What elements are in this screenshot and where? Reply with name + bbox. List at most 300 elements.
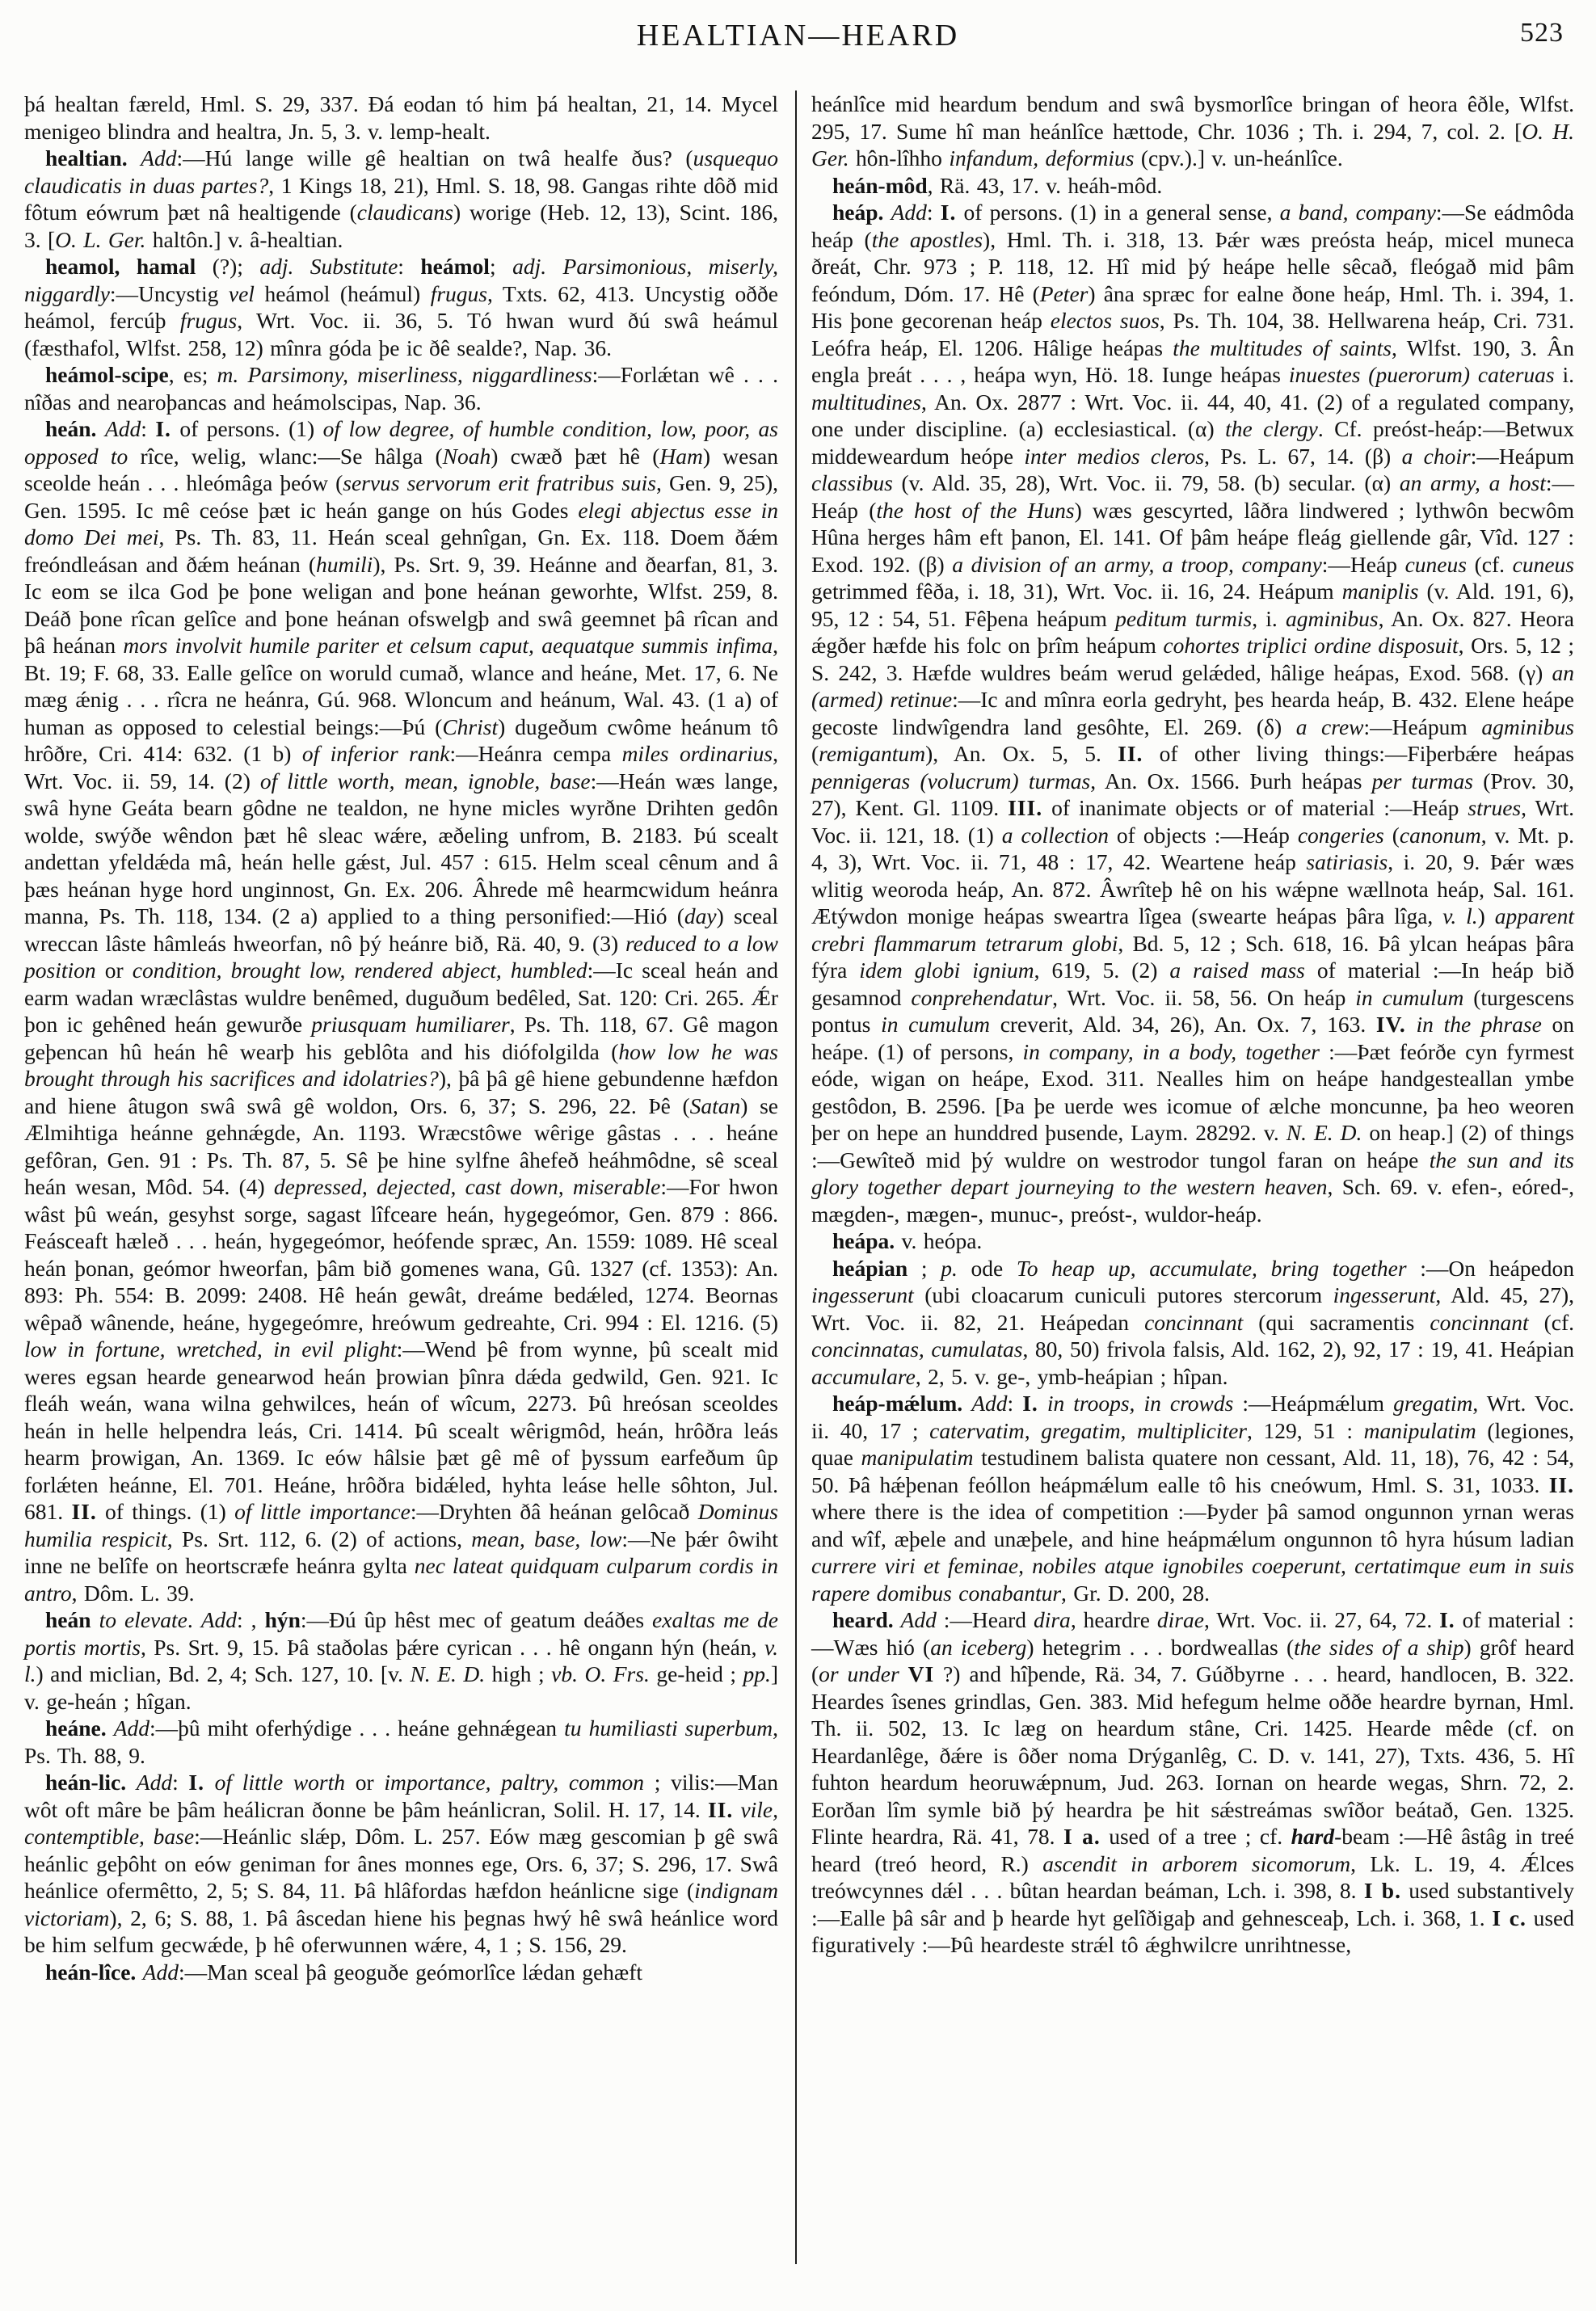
entry-text: ascendit in arborem sicomorum [1042,1850,1351,1876]
entry-text: I. [188,1770,204,1795]
entry-text: , Wlfst. 190, 3. Ân engla þreát . . . , heápa wyn, Hö. 18. Iunge heápas [811,335,1575,387]
entry-text: , Gen. 9, 25), Gen. 1595. Ic mê ceóse þæt ic heán gange on hús Godes [24,470,779,523]
entry-text: of things. (1) [96,1499,235,1524]
entry-text: III. [1008,795,1043,820]
entry-text: to elevate [99,1607,187,1632]
entry-text: IV. [1375,1012,1406,1037]
entry [24,253,778,361]
entry-text: how low he was brought through his sacrifices and idolatries? [24,1038,778,1091]
entry-text: :—Ic sceal heán and earm wadan wræclâstas wuldre benêmed, duguðum bedêled, Sat. 120: Cri. 265. Ǽr þon ic gehêned heán gewurðe [24,958,778,1037]
left-column [24,91,778,2288]
entry-text: concinnatas, cumulatas [811,1337,1023,1362]
entry-text: hôn-lîhho [849,145,950,170]
entry-text: , Ps. Srt. 9, 15. Þâ staðolas þǽre cyrican . . . hê ongann hýn (heán, [140,1634,764,1660]
entry-text [128,145,141,170]
entry-text: v. l. [24,1634,778,1686]
entry-text: v. l. [1442,903,1478,928]
entry-text: the sides of a ship [1294,1634,1464,1660]
entry-text: agminibus [1286,605,1379,631]
entry-text: an army, a host [1399,470,1546,495]
entry-text: or [95,958,133,983]
entry [811,1606,1574,1959]
headword: heán [45,1607,91,1632]
entry-text: vb. [551,1661,578,1686]
entry-text: or under [819,1661,899,1686]
entry-text: ) dugeðum cwôme heánum tô hrôðre, Cri. 414: 632. (1 b) [24,714,778,766]
entry-text: m. Parsimony, miserliness, niggardliness [217,362,592,387]
entry-text: Add [200,1607,238,1632]
page-title: HEALTIAN—HEARD [636,19,960,53]
entry-text: (cf. [1466,551,1513,577]
entry-text: the apostles [871,226,983,252]
entry-text: :—Ðú ûp hêst mec of geatum deáðes [300,1607,653,1632]
entry-text: a choir [1401,443,1471,469]
entry [811,1255,1574,1391]
entry-text: low in fortune, wretched, in evil plight [24,1337,397,1362]
entry-text: , Wrt. Voc. ii. 27, 64, 72. [1203,1607,1440,1632]
entry-text: satiriasis [1306,849,1388,874]
entry-text: , An. Ox. 827. Heora ǽgðer hæfde his folc on þrîm heápum [811,605,1575,658]
entry-text: elegi abjectus esse in domo Dei mei [24,497,779,549]
entry-text: or [345,1770,385,1795]
entry-text: on heápe. (1) of persons, [811,1012,1575,1064]
entry-text: ( [811,741,819,766]
entry-text: , 80, 50) frivola falsis, Ald. 162, 2), 92, 17 : 19, 41. Heápian [1022,1337,1574,1362]
entry-text: congeries [1297,822,1384,848]
entry-text: , Dôm. L. 39. [71,1580,195,1606]
entry-text: Add [891,200,927,225]
entry [811,1390,1574,1606]
entry-text: of low degree, of humble condition, low, poor, as opposed to [24,416,778,469]
entry-text: ge-heid ; [649,1661,743,1686]
entry-text: electos suos [1050,308,1160,333]
entry-text: , Wrt. Voc. ii. 40, 17 ; [811,1391,1575,1443]
entry-text: ), An. Ox. 5, 5. [925,741,1118,766]
entry-text [894,1607,901,1632]
entry-text: :—Wend þê from wynne, þû scealt mid weres egsan hearde genearwod heán þrowian þînra dǽda gedwild, Gen. 921. Ic fleáh weán, wana wilna gehwilces, heán of wîcum, 2273. Þû hreósan sceoldes heán in helle helpendra leás, Cri. 1414. Þû scealt wêrigmôd, heán, hrôðra leás hearm þrowigan, An. 1369. Ic eów hâlsie þæt gê mê of þyssum earfeðum ûp forlǽten heánne, El. 701. Heáne, hrôðra bidǽled, hyhta leáse helle sôhton, Jul. 681. [24,1337,778,1524]
entry-text: vile, contemptible, base [24,1796,779,1849]
entry-text: frugus [430,280,488,306]
entry-text: :—Heard [936,1607,1034,1632]
entry-text [883,200,891,225]
entry-text: , Txts. 62, 413. Uncystig oððe heámol, fercúþ [24,280,778,333]
entry-text: ), 2, 6; S. 88, 1. Þâ âscedan hiene his þegnas hwý hê swâ heánlice word be him selfum gecwǽde, þ hê oferwunnen wǽre, 4, 1 ; S. 156, 29. [24,1905,778,1957]
entry-text [1406,1012,1417,1037]
entry-text: apparent crebri flammarum tetrarum globi [811,903,1574,956]
entry-text: ) hetegrim . . . bordweallas ( [1026,1634,1295,1660]
headword: heáne. [45,1715,107,1741]
entry-text: (?); [196,254,260,279]
headword: heámol-scipe [45,362,169,387]
entry-text: , Ors. 5, 12 ; S. 242, 3. Hæfde wuldres beám werud gelǽded, hâlige heápas, Exod. 568. (γ) [811,633,1575,685]
entry-text: ) worige (Heb. 12, 13), Scint. 186, 3. [ [24,200,778,252]
entry-text: (v. Ald. 35, 28), Wrt. Voc. ii. 79, 58. (b) secular. (α) [892,470,1400,495]
entry-text [126,1770,137,1795]
entry-text: , Lk. L. 19, 4. Ǽlces treówcynnes dǽl . . . bûtan heardan beáman, Lch. i. 398, 8. [811,1850,1574,1903]
entry-text: : [398,254,421,279]
entry-text: :—Forlǽtan wê . . . nîðas and nearoþancas and heámolscipas, Nap. 36. [24,362,778,415]
entry-text: Add [113,1715,149,1741]
entry-text: II. [1548,1471,1574,1497]
entry-text: ) grôf heard ( [811,1634,1574,1686]
entry-text: of little worth, mean, ignoble, base [259,768,591,793]
entry-text: humili [316,551,373,577]
entry [24,415,778,1606]
entry-text: Add [104,416,141,441]
entry-text: peditum turmis [1115,605,1253,631]
entry-text: :—Heánlic slǽp, Dôm. L. 257. Eów mæg gescomian þ gê swâ heánlic geþôht on eów geniman for ânes monnes ege, Ors. 6, 37; S. 296, 17. Swâ heánlice ofermêtto, 2, 5; S. 84, 11. Þâ hlâfordas hæfdon heánlicne sige ( [24,1824,778,1903]
entry-text: I. [155,416,171,441]
entry-text: servus servorum erit fratribus suis [343,470,657,495]
entry-text: Add [142,1959,179,1985]
entry-text: ] v. ge-heán ; hîgan. [24,1661,779,1714]
headword: heáp-mǽlum. [832,1391,963,1416]
entry-text: ; [489,254,513,279]
entry-text: I b. [1363,1878,1401,1903]
entry [24,1769,778,1959]
entry-text: , Wrt. Voc. ii. 58, 56. On heáp [1052,984,1356,1010]
headword: heamol, hamal [45,254,196,279]
entry-text: , Gr. D. 200, 28. [1061,1580,1211,1606]
entry [24,91,778,145]
entry-text: Ham [659,443,703,469]
entry-text: idem globi ignium [859,958,1034,983]
entry-text: infandum, deformius [949,145,1135,170]
entry-text: , Ps. Th. 118, 67. Gê magon geþencan hû heán hê wearþ his geblôta and his diófolgilda ( [24,1012,778,1064]
headword: hýn [264,1607,301,1632]
entry-text: ) wæs gescyrted, lâðra lindwered ; lythwôn becwôm Hûna herges hâm eft þanon, El. 141. Of þâm heápe fleág giellende gâr, Vîd. 127 : Exod. 192. (β) [811,497,1574,577]
entry-text: reduced to a low position [24,930,779,983]
entry-text [962,1391,971,1416]
entry-text: :—On heápedon [1406,1255,1574,1281]
entry-text: ingesserunt [1333,1282,1436,1307]
entry-text: (cf. [1528,1309,1574,1335]
entry-text: concinnant [1430,1309,1529,1335]
entry-text: ) sceal wreccan lâste hâmleás hweorfan, nô þý heánre bið, Rä. 40, 9. (3) [24,903,778,956]
entry-text [107,1715,114,1741]
entry-text: Peter [1039,280,1089,306]
entry-text: :—Heáp ( [811,470,1574,523]
entry-text: :—Man sceal þâ geoguðe geómorlîce lǽdan gehæft [178,1959,643,1985]
entry-text: II. [1118,741,1143,766]
entry-text: nec lateat quidquam culparum cordis in antro [24,1553,778,1606]
entry-text: indignam victoriam [24,1878,778,1930]
entry-text: condition, brought low, rendered abject, humbled [132,958,587,983]
entry-text: : [1007,1391,1023,1416]
entry-text: O. Frs. [584,1661,650,1686]
entry-text: of other living things:—Fiþerbǽre heápas [1143,741,1574,766]
entry-text: I. [940,200,957,225]
headword: heán. [45,416,97,441]
entry-text: a division of an army, a troop, company [952,551,1322,577]
entry-text: priusquam humiliarer [311,1012,510,1037]
entry-text: , Ps. Srt. 112, 6. (2) of actions, [166,1526,472,1551]
entry-text: remigantum [819,741,926,766]
column-divider [795,91,797,2264]
entry-text: on heap.] (2) of things :—Gewîteð mid þý wuldre on westrodor tungol faran on heápe [811,1120,1575,1172]
right-column [811,91,1574,2288]
entry-text: : [926,200,941,225]
entry-text: p. [941,1255,958,1281]
entry-text: a raised mass [1169,958,1305,983]
entry [24,1959,778,1986]
entry-text: :—þû miht oferhýdige . . . heáne gehnǽgean [149,1715,565,1741]
headword: heápa. [832,1228,895,1253]
entry-text: , Ps. Th. 83, 11. Heán sceal gehnîgan, Gn. Ex. 118. Doem ðǽm freóndleásan and ðǽm heánan ( [24,524,778,577]
entry-text: ) cwæð þæt hê ( [491,443,660,469]
entry-text: N. E. D. [1286,1120,1362,1145]
entry-text: (v. Ald. 191, 6), 95, 12 : 54, 51. Fêþena heápum [811,579,1575,631]
entry-text: ) wesan sceolde heán . . . hleómâga þeów ( [24,443,778,495]
entry-text: I c. [1492,1905,1527,1930]
entry-text: :—Þæt feórðe cyn fyrmest eóde, wigan on heápe, Exod. 311. Nealles him on heápe handgesteallan ymbe gestôdon, B. 2596. [Þa þe uerde wes icomue of ælche moncunne, þa heo weoren þer on hepe an hunddred þusende, Laym. 28292. v. [811,1038,1575,1145]
entry-text: ?) and hîþende, Rä. 34, 7. Gúðbyrne . . . heard, handlocen, B. 322. Heardes îsenes grindlas, Gen. 383. Mid hefegum helme oððe heardre byrnan, Hml. Th. ii. 502, 13. Ic læg on heardum stâne, Cri. 1425. Hearde mêde (cf. on Heardanlêge, ðǽre is ôðer noma Drýganlêg, C. D. v. 141, 27), Txts. 436, 5. Hî fuhton heardum heoruwǽpnum, Jud. 263. Iornan on hearde wegas, Shrn. 72, 2. Eorðan lîm symle bið þý heardra þe hit sǽstreámas swîðor beátað, Gen. 1325. Flinte heardra, Rä. 41, 78. [811,1661,1574,1849]
entry-text: agminibus [1481,714,1574,739]
entry-text: (cpv.).] v. un-heánlîce. [1134,145,1343,170]
entry-text: Add [971,1391,1008,1416]
entry-text: :—Dryhten ðâ heánan gelôcað [410,1499,698,1524]
entry-text: dirae [1156,1607,1204,1632]
entry-text: a crew [1295,714,1364,739]
entry-text: -beam :—Hê âstâg in treé heard (treó heord, R.) [811,1824,1574,1876]
entry-text: v. heópa. [895,1228,983,1253]
entry-text: mors involvit humile pariter et celsum caput, aequatque summis infima [123,633,773,658]
entry-text: strues [1468,795,1522,820]
entry-text: (ubi cloacarum cuniculi putores stercorum [913,1282,1333,1307]
entry-text: : [172,1770,189,1795]
entry-text: rîce, welig, wlanc:—Se hâlga ( [128,443,443,469]
entry-text: of persons. (1) in a general sense, [956,200,1280,225]
entry-text: ode [957,1255,1017,1281]
entry-text: :—Uncystig [109,280,229,306]
entry-text: :—Heánra cempa [449,741,622,766]
entry-text: , Sch. 69. v. efen-, eóred-, mægden-, mægen-, munuc-, preóst-, wuldor-heáp. [811,1174,1574,1227]
entry-text: :—Heán wæs lange, swâ hyne Geáta bearn gôdne ne tealdon, ne hyne micles wyrðne Drihten gedôn wolde, swýðe wêndon þæt hê sleac wǽre, æðeling unfrom, B. 2183. Þú scealt andettan yfeldǽda mâ, heán helle gǽst, Jul. 457 : 615. Helm sceal cênum and â þæs heánan hyge hord unginnost, Gn. Ex. 206. Âhrede mê hearmcwidum heánra manna, Ps. Th. 118, 134. (2 a) applied to a thing personified:—Hió ( [24,768,778,928]
entry-text: II. [707,1796,734,1822]
headword: heán-lîce. [45,1959,137,1985]
entry-text: To heap up, accumulate, bring together [1016,1255,1407,1281]
entry [811,172,1574,200]
entry-text: :—Heáp [1321,551,1405,577]
entry-text: ; vilis:—Man wôt oft mâre be þâm heálicran ðonne be þâm heánlicran, Solil. H. 17, 14. [24,1770,778,1822]
entry-text: VI [907,1661,935,1686]
entry [24,361,778,415]
entry-text: catervatim, gregatim, multipliciter [929,1417,1248,1443]
entry-text: (Prov. 30, 27), Kent. Gl. 1109. [811,768,1574,820]
entry-text: the multitudes of saints [1173,335,1392,360]
entry-text: frugus [179,308,238,333]
entry-text: where there is the idea of competition :—Þyder þâ samod ongunnon yrnan weras and wîf, æþele and unæþele, and hine heápmǽlum ongunnon tô hyra húsum ladian [811,1499,1574,1551]
entry-text: Christ [442,714,499,739]
entry-text: inuestes (puerorum) cateruas [1288,362,1555,387]
entry-text: day [684,903,717,928]
entry-text: of inanimate objects or of material :—Heáp [1042,795,1468,820]
entry-text: high ; [485,1661,552,1686]
entry-text: in company, in a body, together [1022,1038,1320,1064]
entry-text: þá healtan færeld, Hml. S. 29, 337. Ðá eodan tó him þá healtan, 21, 14. Mycel menigeo blindra and healtra, Jn. 5, 3. v. lemp-healt. [24,91,778,144]
entry-text: , An. Ox. 2877 : Wrt. Voc. ii. 44, 40, 41. (2) of a regulated company, one under discipline. (a) ecclesiastical. (α) [811,389,1574,441]
entry-text: , An. Ox. 1566. Þurh heápas [1090,768,1372,793]
entry-text: of material :—Wæs hió ( [811,1607,1575,1660]
entry-text: ) [1477,903,1495,928]
entry-text: ( [1383,822,1400,848]
entry-text: :—Heápum [1470,443,1575,469]
text-columns [24,91,1574,2288]
entry-text [899,1661,908,1686]
entry-text: pp. [743,1661,771,1686]
entry-text: inter medios cleros [1024,443,1205,469]
entry-text: , Wrt. Voc. ii. 121, 18. (1) [811,795,1575,848]
entry-text: , Rä. 43, 17. v. heáh-môd. [927,172,1163,198]
entry-text [136,1960,142,1985]
entry-text: used of a tree ; cf. [1100,1824,1291,1849]
entry-text: . Cf. preóst-heáp:—Betwux middeweardum heópe [811,416,1574,469]
entry-text [204,1770,215,1795]
entry-text: heánlîce mid heardum bendum and swâ bysmorlîce bringan of heora êðle, Wlfst. 295, 17. Sume hî man heánlîce hættode, Chr. 1036 ; Th. i. 294, 7, col. 2. [ [811,91,1574,144]
entry-text: adj. Substitute [259,254,398,279]
entry-text: manipulatim [861,1445,974,1470]
entry-text: canonum [1399,822,1481,848]
entry-text: of little worth [214,1770,346,1795]
entry [811,91,1574,172]
entry-text: cuneus [1512,551,1574,577]
entry-text: used substantively :—Ealle þâ sâr and þ hearde hyt gelîðigaþ and gehnesceaþ, Lch. i. 368, 1. [811,1878,1575,1930]
entry-text: Dominus humilia respicit [24,1499,778,1551]
entry-text: ; [907,1255,941,1281]
entry-text: in the phrase [1416,1012,1542,1037]
entry-text: claudicans [356,200,453,225]
entry-text: a band, company [1279,200,1436,225]
entry [24,1606,778,1715]
entry-text: of persons. (1) [171,416,323,441]
entry-text: importance, paltry, common [384,1770,645,1795]
entry-text: vel [228,280,255,306]
entry-text [96,416,104,441]
headword: heámol [420,254,490,279]
entry-text: , Ps. Th. 104, 38. Hellwarena heáp, Cri. 731. Leófra heáp, El. 1206. Hâlige heápas [811,308,1574,360]
entry-text: II. [71,1499,97,1524]
entry-text: the clergy [1225,416,1318,441]
entry-text: dira [1033,1607,1071,1632]
entry-text: , Bd. 5, 12 ; Sch. 618, 16. Þâ ylcan heápas þâra fýra [811,930,1574,983]
entry-text: an iceberg [930,1634,1027,1660]
entry-text: the host of the Huns [876,497,1075,523]
entry-text: ), þâ þâ gê hiene gebundenne hæfdon and hiene âtugon swâ swâ gê woldon, Ors. 6, 37; S. 296, 22. Þê ( [24,1066,778,1118]
entry-text: of little importance [234,1499,411,1524]
headword: heáp. [832,200,884,225]
entry-text: concinnant [1144,1309,1244,1335]
entry [24,145,778,253]
headword: heán-lic. [45,1770,127,1795]
entry-text: Satan [689,1092,741,1118]
entry-text: currere viri et feminae, nobiles atque ignobiles coeperunt, certatimque eum in suis rapere domibus conabantur [811,1553,1574,1606]
entry-text: ) se Ælmihtiga heánne gehnǽgde, An. 1193. Wræcstôwe wêrige gâstas . . . heáne gefôran, Gen. 91 : Ps. Th. 87, 5. Sê þe hine sylfne âhefeð heáhmôdne, sê sceal heán wesan, Môd. 54. (4) [24,1092,778,1199]
entry-text: conprehendatur [911,984,1053,1010]
entry-text: , 129, 51 : [1247,1417,1364,1443]
entry-text: , Wrt. Voc. ii. 59, 14. (2) [24,741,778,793]
entry-text: O. H. Ger. [811,118,1574,170]
entry-text: . [187,1607,201,1632]
page-number: 523 [1520,18,1564,48]
entry-text: accumulare [811,1363,916,1389]
entry-text: I. [1439,1607,1455,1632]
entry-text: , heardre [1070,1607,1157,1632]
entry-text: I a. [1063,1824,1101,1849]
entry-text: ingesserunt [811,1282,914,1307]
entry-text: miles ordinarius [621,741,773,766]
entry-text: testudinem balista quatere non cessant, Ald. 11, 18), 76, 42 : 54, 50. Þâ hǽþenan feóllon heápmǽlum ealle tô his cneówum, Hml. S. 31, 1033. [811,1445,1574,1497]
entry-text: multitudines [811,389,921,415]
entry-text: of objects :—Heáp [1108,822,1298,848]
entry-text: , es; [168,362,217,387]
page-header [0,11,1596,68]
entry-text: gregatim [1393,1391,1473,1416]
entry-text: the sun and its glory together depart journeying to the western heaven [811,1147,1575,1199]
entry-text [1038,1391,1047,1416]
entry-text: used figuratively :—Þû heardeste strǽl tô ǽghwilcre unrihtnesse, [811,1905,1574,1957]
entry-text: , 619, 5. (2) [1034,958,1170,983]
entry-text: , v. Mt. p. 4, 3), Wrt. Voc. ii. 71, 48 : 17, 42. Weartene heáp [811,822,1574,874]
entry-text: N. E. D. [410,1661,486,1686]
headword: heard. [832,1607,894,1632]
entry-text: Add [136,1770,173,1795]
entry-text: , Bt. 19; F. 68, 33. Ealle gelîce on woruld cumað, wlance and heáne, Met. 17, 6. Ne mæg ǽnig . . . rîcra ne heánra, Gú. 968. Wloncum and heánum, Wal. 43. (1 a) of human as opposed to celestial beings:—Þú ( [24,633,778,739]
entry-text: in cumulum [1355,984,1464,1010]
entry-text: in cumulum [881,1012,990,1037]
entry-text: : , [237,1607,265,1632]
entry-text: a collection [1001,822,1109,848]
entry-text: depressed, dejected, cast down, miserable [273,1174,661,1199]
entry-text: manipulatim [1363,1417,1476,1443]
entry-text: cuneus [1404,551,1467,577]
entry-text: :—Heápum [1363,714,1482,739]
entry-text: in troops, in crowds [1046,1391,1234,1416]
entry-text: : [141,416,156,441]
entry-text: :—Hú lange wille gê healtian on twâ healfe ðus? ( [176,145,693,170]
entry-text: , Ald. 45, 27), Wrt. Voc. ii. 82, 21. Heápedan [811,1282,1575,1335]
entry-text: , Ps. Th. 88, 9. [24,1715,778,1768]
entry-text: getrimmed fêða, i. 18, 31), Wrt. Voc. ii. 16, 24. Heápum [811,579,1342,604]
entry-text: (legiones, quae [811,1417,1574,1470]
entry [811,1227,1574,1255]
entry-text: ) and miclian, Bd. 2, 4; Sch. 127, 10. [v. [36,1661,411,1686]
entry-text: of inferior rank [301,741,450,766]
entry-text: adj. Parsimonious, miserly, niggardly [24,254,778,306]
entry-text: :—Se eádmôda heáp ( [811,200,1575,252]
entry-text [91,1607,99,1632]
headword: healtian. [45,145,128,170]
entry-text: Noah [442,443,491,469]
entry-text: ) âna spræc for ealne ðone heáp, Hml. Th. i. 394, 1. His þone gecorenan heáp [811,280,1574,333]
entry-text: maniplis [1341,579,1419,604]
entry-text: , 2, 5. v. ge-, ymb-heápian ; hîpan. [915,1363,1228,1389]
entry-text: ), Ps. Srt. 9, 39. Heánne and ðearfan, 81, 3. Ic eom se ilca God þe þone weligan and þone heánan geworhte, Wlfst. 259, 8. Deáð þone rîcan gelîce and þone heánan ofswelgþ and swâ geemnet þâ rîcan and þâ heánan [24,551,778,658]
entry-text: i. [1554,362,1575,387]
entry-text: :—Heápmǽlum [1233,1391,1394,1416]
entry-text: cohortes triplici ordine disposuit [1163,633,1459,658]
entry-text: ), Hml. Th. i. 318, 13. Þǽr wæs preósta heáp, micel muneca ðreát, Chr. 973 ; P. 118, 12. Hî mid þý heápe helle sêcað, fleógað mid þâm feóndum, Dóm. 17. Hê ( [811,226,1574,306]
entry-text [578,1661,585,1686]
entry-text: :—Ic and mînra eorla gedryht, þes hearda heáp, B. 432. Elene heápe gecoste lindwîgendra land gesôhte, El. 269. (δ) [811,687,1574,739]
entry-text: an (armed) retinue [811,659,1574,712]
entry-text: , 1 Kings 18, 21), Hml. S. 18, 98. Gangas rihte dôð mid fôtum eówrum þæt nâ healtigende ( [24,172,778,225]
entry-text: O. L. Ger. [55,226,146,252]
entry-text: classibus [811,470,893,495]
entry-text: usquequo claudicatis in duas partes? [24,145,778,198]
entry-text: hard [1291,1824,1335,1849]
entry-text: , i. 20, 9. Þǽr wæs wlitig weoroda heáp, An. 872. Âwrîteþ hê on his wǽpne wællnota heáp, Sal. 161. Ætýwdon monige heápas sweartra lîgea (swearte heápas þâra lîga, [811,849,1574,928]
headword: heán-môd [832,172,928,198]
